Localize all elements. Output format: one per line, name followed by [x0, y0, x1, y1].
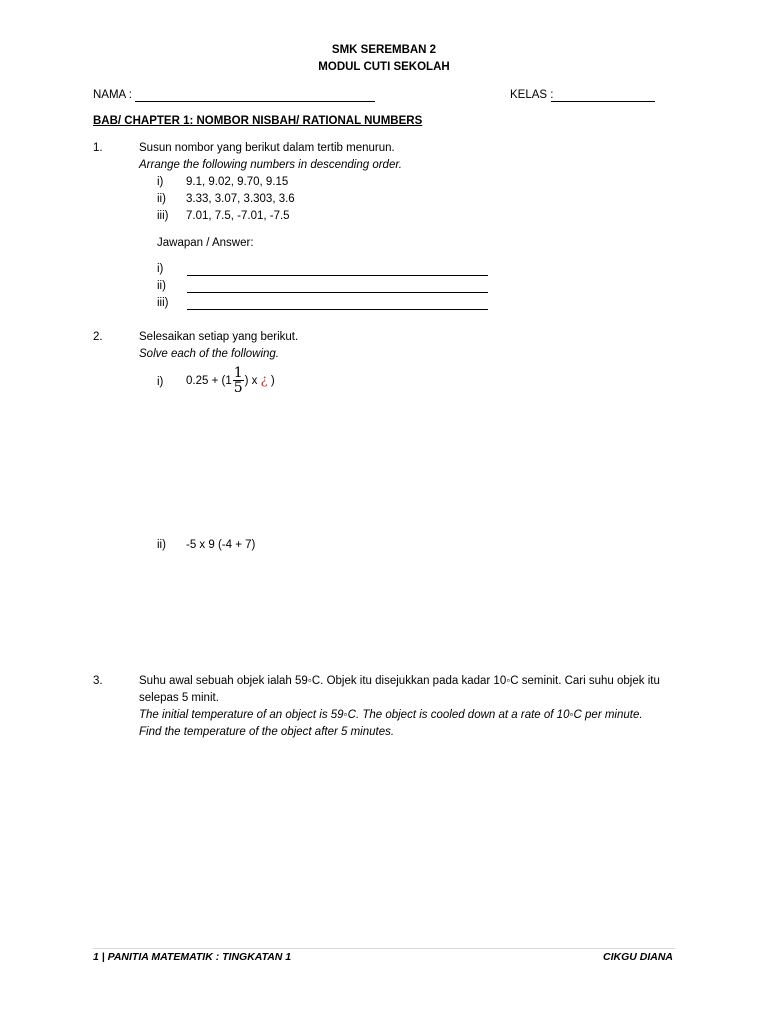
q1-item-text: 3.33, 3.07, 3.303, 3.6	[186, 193, 295, 205]
q1-item-label: iii)	[157, 210, 169, 222]
q1-english: Arrange the following numbers in descending order.	[139, 159, 402, 171]
answer-item-label: ii)	[157, 280, 166, 292]
expr-prefix: 0.25 + (1	[186, 375, 232, 387]
q1-item-text: 7.01, 7.5, -7.01, -7.5	[186, 210, 290, 222]
answer-item-label: i)	[157, 263, 164, 275]
q3-malay-line1: Suhu awal sebuah objek ialah 59◦C. Objek itu disejukkan pada kadar 10◦C seminit. Cari suhu objek itu	[139, 675, 660, 687]
q3-english-line1: The initial temperature of an object is 59◦C. The object is cooled down at a rate of 10◦C per minute.	[139, 709, 643, 721]
expr-close: )	[270, 375, 275, 387]
footer-divider	[93, 948, 675, 949]
fraction-denominator: 5	[233, 380, 243, 397]
answer-line-1[interactable]	[187, 275, 488, 276]
kelas-field-line[interactable]	[551, 101, 655, 102]
module-title: MODUL CUTI SEKOLAH	[318, 61, 450, 73]
nama-label: NAMA :	[93, 89, 132, 101]
q1-answer-label: Jawapan / Answer:	[157, 237, 254, 249]
q2-malay: Selesaikan setiap yang berikut.	[139, 331, 299, 343]
q1-item-label: ii)	[157, 193, 166, 205]
mixed-fraction	[233, 366, 244, 395]
q3-english-line2: Find the temperature of the object after 5 minutes.	[139, 726, 395, 738]
q1-item-text: 9.1, 9.02, 9.70, 9.15	[186, 176, 289, 188]
q1-number: 1.	[93, 142, 103, 154]
footer-left: 1 | PANITIA MATEMATIK : TINGKATAN 1	[93, 951, 292, 963]
q1-malay: Susun nombor yang berikut dalam tertib menurun.	[139, 142, 395, 154]
fraction-numerator: 1	[233, 365, 243, 382]
footer-right: CIKGU DIANA	[603, 951, 673, 963]
missing-symbol: ¿	[260, 373, 268, 388]
q2-item2-label: ii)	[157, 539, 166, 551]
kelas-label: KELAS :	[510, 89, 554, 101]
q3-malay-line2: selepas 5 minit.	[139, 692, 219, 704]
expr-suffix: ) x	[244, 375, 258, 387]
q2-english: Solve each of the following.	[139, 348, 280, 360]
q2-item1-label: i)	[157, 376, 164, 388]
q2-number: 2.	[93, 331, 103, 343]
q2-item2-expression: -5 x 9 (-4 + 7)	[186, 539, 256, 551]
q2-item1-expression	[186, 363, 275, 399]
nama-field-line[interactable]	[135, 101, 375, 102]
school-name: SMK SEREMBAN 2	[331, 44, 437, 56]
answer-line-3[interactable]	[187, 309, 488, 310]
answer-item-label: iii)	[157, 297, 169, 309]
chapter-title: BAB/ CHAPTER 1: NOMBOR NISBAH/ RATIONAL NUMBERS	[93, 115, 423, 127]
answer-line-2[interactable]	[187, 292, 488, 293]
q1-item-label: i)	[157, 176, 164, 188]
q3-number: 3.	[93, 675, 103, 687]
